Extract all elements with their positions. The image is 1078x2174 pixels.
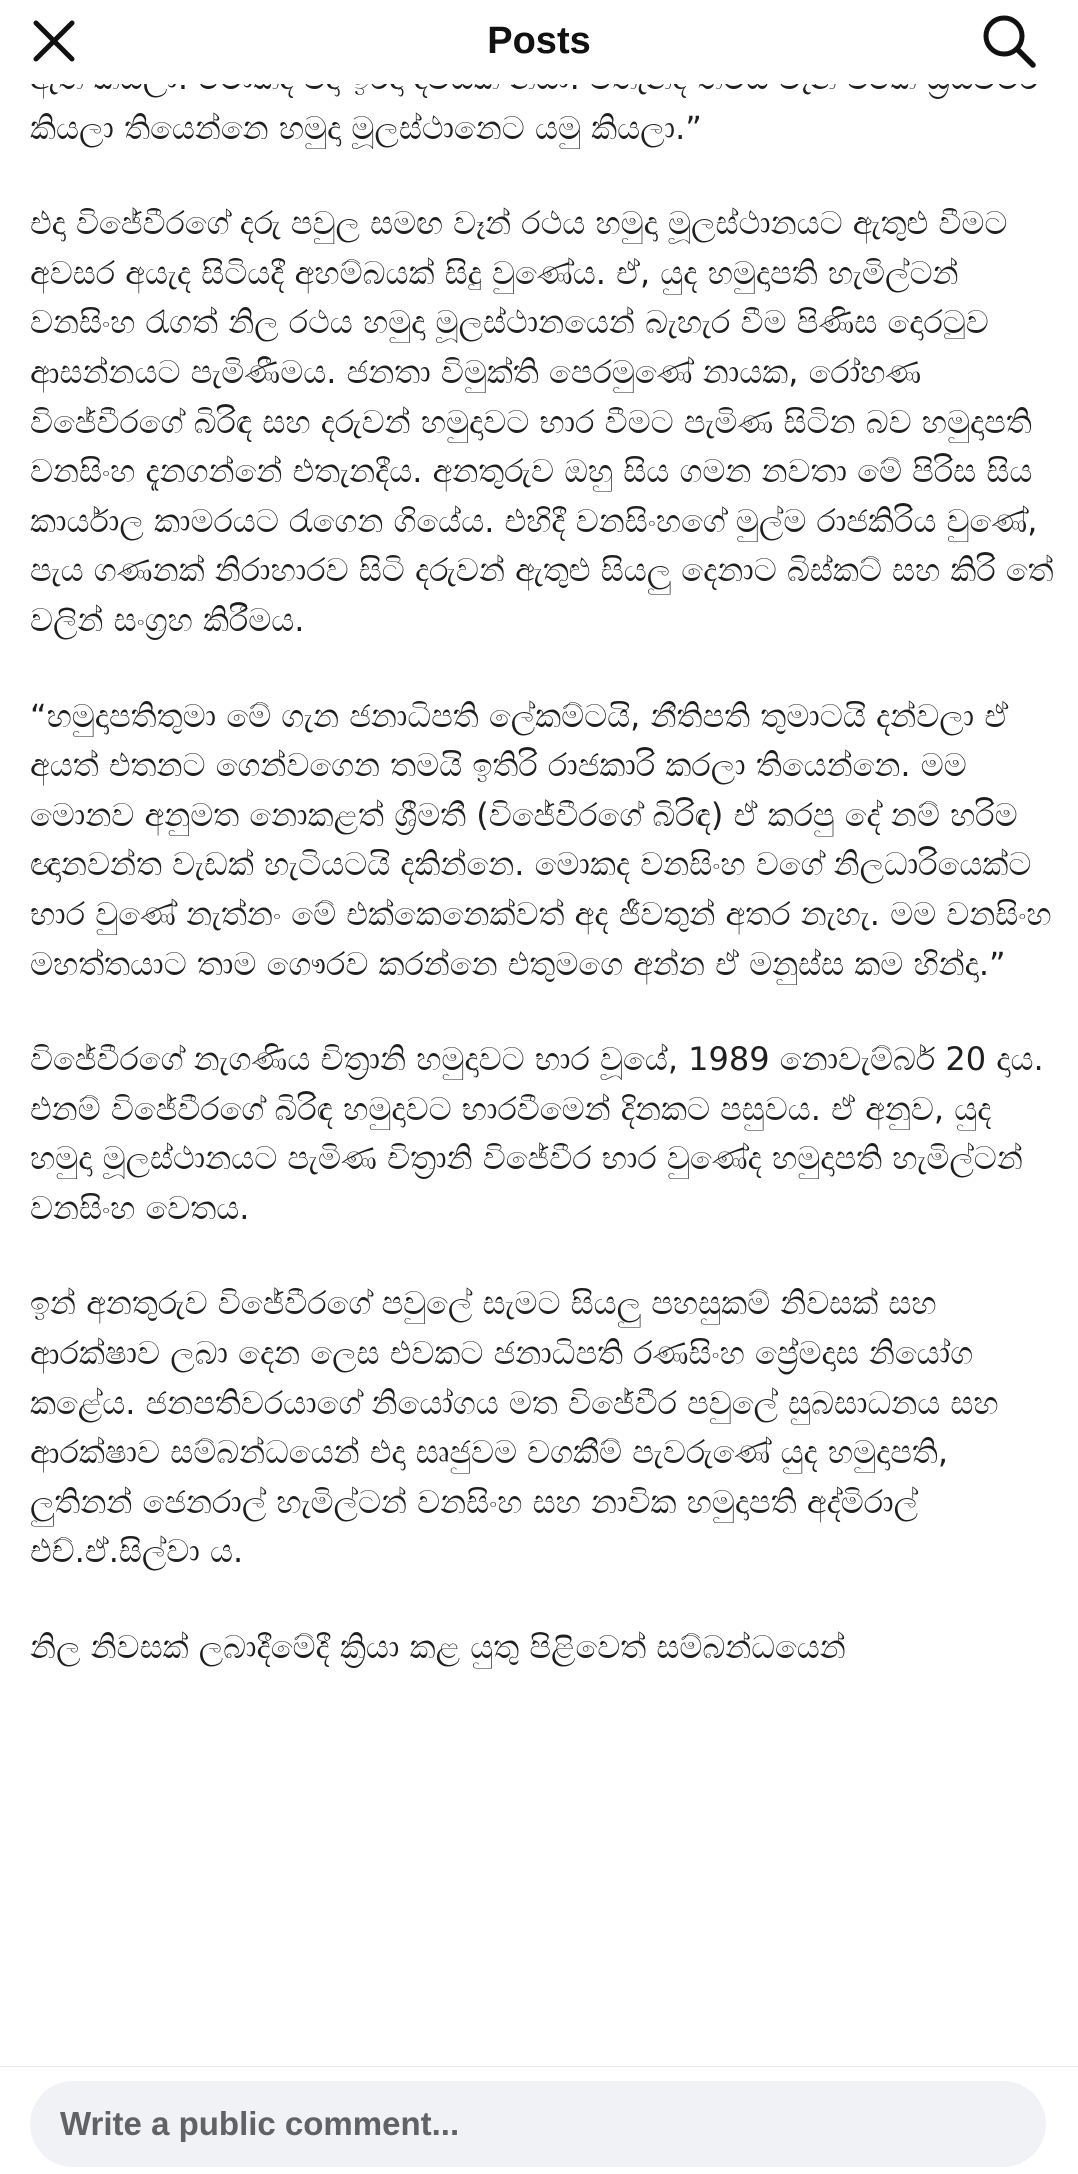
search-button[interactable] [974,6,1044,76]
post-paragraph: “හමුදාපතිතුමා මේ ගැන ජනාධිපති ලේකම්ටයි, නීතිපති තුමාටයි දන්වලා ඒ අයත් එතනට ගෙන්වගෙන තමයි ඉතිරි රාජකාරි කරලා තියෙන්නෙ. මම මොනව අනුමත නොකළත් ශ්‍රීමතී (විජේවීරගේ බිරිඳ) ඒ කරපු දේ නම් හරිම ඥානවන්ත වැඩක් හැටියටයි දකින්නෙ. මොකද වනසිංහ වගේ නිලධාරියෙක්ට භාර වුණේ නැත්නං මේ එක්කෙනෙක්වත් අද ජීවතුන් අතර නැහැ. මම වනසිංහ මහත්තයාට තාම ගෞරව කරන්නෙ එතුමගෙ අන්න ඒ මනුස්ස කම හින්දා.” [30,696,1052,983]
search-icon [980,12,1038,70]
post-paragraph: විජේවීරගේ නැගණිය චිත්‍රානි හමුදාවට භාර වූයේ, 1989 නොවැම්බර් 20 දාය. එනම් විජේවීරගේ බිරිඳ හමුදාවට භාරවීමෙන් දිනකට පසුවය. ඒ අනුව, යුද හමුදා මූලස්ථානයට පැමිණ චිත්‍රානි විජේවීර භාර වුණේද හමුදාපති හැමිල්ටන් වනසිංහ වෙතය. [30,1040,1044,1227]
post-paragraph: කියලා තියෙන්නෙ හමුදා මූලස්ථානෙට යමු කියලා.” [30,108,702,147]
page-title: Posts [487,20,591,62]
comment-input[interactable] [30,2081,1046,2167]
top-bar [0,0,1078,84]
comment-bar [0,2066,1078,2174]
content-fade [0,2036,1078,2066]
post-paragraph: ඉන් අනතුරුව විජේවීරගේ පවුලේ සැමට සියලු පහසුකම් නිවසක් සහ ආරක්ෂාව ලබා දෙන ලෙස එවකට ජනාධිපති රණසිංහ ප්‍රේමදාස නියෝග කළේය. ජනපතිවරයාගේ නියෝගය මත විජේවීර පවුලේ සුබසාධනය සහ ආරක්ෂාව සම්බන්ධයෙන් එදා සෘජුවම වගකීම් පැවරුණේ යුද හමුදාපති, ලුතිනන් ජෙනරාල් හැමිල්ටන් වනසිංහ සහ නාවික හමුදාපති අද්මිරාල් එච්.ඒ.සිල්වා ය. [30,1284,999,1571]
post-paragraph: නිල නිවසක් ලබාදීමේදී ක්‍රියා කළ යුතු පිළිවෙත් සම්බන්ධයෙන් [30,1628,846,1667]
post-paragraph: එදා විජේවීරගේ දරු පවුල සමඟ වෑන් රථය හමුදා මූලස්ථානයට ඇතුළු වීමට අවසර අයැද සිටියදී අහම්බයක් සිදු වුණේය. ඒ, යුද හමුදාපති හැමිල්ටන් වනසිංහ රැගත් නිල රථය හමුදා මූලස්ථානයෙන් බැහැර වීම පිණිස දොරටුව ආසන්නයට පැමිණීමය. ජනතා විමුක්ති පෙරමුණේ නායක, රෝහණ විජේවීරගේ බිරිඳ සහ දරුවන් හමුදාවට භාර වීමට පැමිණ සිටින බව හමුදාපති වනසිංහ දැනගන්නේ එතැනදීය. අනතුරුව ඔහු සිය ගමන නවතා මේ පිරිස සිය කාර්යාල කාමරයට රැගෙන ගියේය. එහිදී වනසිංහගේ මුල්ම රාජකිරිය වුණේ, පැය ගණනක් නිරාහාරව සිටි දරුවන් ඇතුළු සියලු දෙනාට බිස්කට් සහ කිරි තේ වලින් සංග්‍රහ කිරීමය. [30,204,1054,639]
post-body [30,96,1060,2062]
